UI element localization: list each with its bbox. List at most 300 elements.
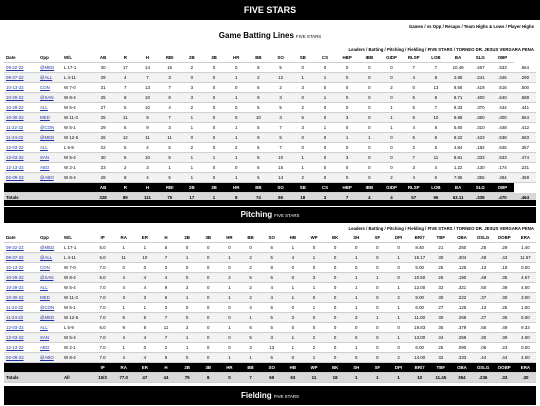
table-cell (4, 133, 38, 143)
table-cell: 0 (314, 103, 336, 113)
table-cell (38, 163, 62, 173)
column-header[interactable]: BB (247, 53, 269, 63)
footer-column-header: HB (282, 363, 303, 373)
game-date-link[interactable]: 11-22-22 (6, 125, 24, 130)
column-header[interactable]: Opp (38, 233, 62, 243)
table-cell: .412 (514, 123, 536, 133)
footer-column-header: DPI (388, 363, 409, 373)
table-cell: 25 (92, 113, 114, 123)
nav-separator: / (383, 47, 387, 52)
totals-cell: 1 (346, 373, 367, 383)
totals-cell: 1 (367, 373, 388, 383)
table-cell: 0.00 (515, 343, 536, 353)
pitching-subtitle: FIVE STARS (274, 213, 300, 218)
opponent-link[interactable]: ALL (40, 285, 48, 290)
table-cell: .564 (514, 63, 536, 73)
table-row (4, 133, 536, 143)
table-cell: 0 (282, 353, 303, 363)
table-cell: 0 (198, 303, 219, 313)
table-cell: 2 (114, 163, 136, 173)
top-nav-link[interactable]: Games (408, 24, 424, 29)
table-cell: 0 (336, 173, 358, 183)
opponent-link[interactable]: @SAN (40, 275, 54, 280)
table-cell: 3 (261, 333, 282, 343)
game-date-link[interactable]: 02-09-23 (6, 355, 24, 360)
table-cell: 1 (219, 323, 240, 333)
totals-cell: 0 (219, 373, 240, 383)
table-cell: 9.56 (447, 83, 469, 93)
game-date-link[interactable]: 09-22-22 (6, 65, 24, 70)
column-header[interactable]: BK (325, 233, 346, 243)
column-header[interactable]: H (155, 233, 176, 243)
column-header[interactable]: OBP (491, 53, 513, 63)
game-date-link[interactable]: 12-13-22 (6, 345, 24, 350)
pitching-subnav-link[interactable]: Fielding (407, 226, 424, 231)
table-cell (38, 113, 62, 123)
footer-column-header: BA (447, 183, 469, 193)
opponent-link[interactable]: @MED (40, 315, 55, 320)
table-cell: .538 (491, 133, 513, 143)
table-cell: 0 (198, 273, 219, 283)
totals-cell: 111 (136, 193, 158, 203)
column-header[interactable]: WP (303, 233, 324, 243)
table-cell: 10.49 (447, 63, 469, 73)
table-cell: 0 (219, 263, 240, 273)
table-cell: 5 (155, 243, 176, 253)
table-cell: 0 (314, 163, 336, 173)
opponent-link[interactable]: MED (40, 295, 50, 300)
game-date-link[interactable]: 10-30-22 (6, 295, 24, 300)
column-header[interactable]: HR (219, 233, 240, 243)
column-header[interactable]: HR (225, 53, 247, 63)
column-header[interactable]: IBB (358, 53, 380, 63)
game-date-link[interactable]: 11-24-22 (6, 135, 24, 140)
column-header[interactable]: Date (4, 233, 38, 243)
table-cell: 0 (346, 323, 367, 333)
footer-column-header (62, 183, 92, 193)
nav-separator: / (403, 47, 408, 52)
table-row (4, 293, 536, 303)
column-header[interactable]: SO (261, 233, 282, 243)
table-cell: 0 (346, 243, 367, 253)
column-header[interactable]: RBI (159, 53, 181, 63)
table-cell: .36 (494, 313, 515, 323)
footer-column-header: OOBP (494, 363, 515, 373)
table-cell: .241 (469, 73, 491, 83)
table-cell: 5.0 (92, 243, 113, 253)
batting-subnav-link[interactable]: Fielding (407, 47, 424, 52)
top-nav-link[interactable]: vs Opp (426, 24, 442, 29)
table-cell: 4 (134, 353, 155, 363)
table-cell: W 5-4 (62, 283, 92, 293)
batting-subnav-link[interactable]: TORNEO DR. JESUS VERGARA PENA (456, 47, 534, 52)
table-cell: .484 (491, 173, 513, 183)
column-header[interactable]: Date (4, 53, 38, 63)
table-cell: 9.33 (447, 103, 469, 113)
table-cell: 1 (177, 333, 198, 343)
table-cell: 3 (270, 113, 292, 123)
column-header[interactable]: SO (270, 53, 292, 63)
opponent-link[interactable]: ALL (40, 325, 48, 330)
column-header[interactable]: Opp (38, 53, 62, 63)
table-cell: W 5-1 (62, 303, 92, 313)
table-row (4, 173, 536, 183)
table-cell: 5.00 (409, 263, 430, 273)
table-cell: 0 (177, 313, 198, 323)
table-cell: 2 (240, 283, 261, 293)
table-cell: 5.00 (515, 313, 536, 323)
column-header[interactable]: CS (314, 53, 336, 63)
opponent-link[interactable]: @CON (40, 305, 55, 310)
table-cell: 5 (247, 123, 269, 133)
column-header[interactable]: OBA (451, 233, 472, 243)
table-cell: 11 (159, 133, 181, 143)
column-header[interactable]: R (114, 53, 136, 63)
table-cell: 6 (261, 353, 282, 363)
table-cell: 7.0 (92, 343, 113, 353)
table-cell: .533 (491, 63, 513, 73)
table-cell: 6 (155, 293, 176, 303)
table-cell: 0 (336, 73, 358, 83)
column-header[interactable]: 2B (181, 53, 203, 63)
game-date-link[interactable]: 09-27-22 (6, 255, 24, 260)
table-cell: 7 (425, 63, 447, 73)
opponent-link[interactable]: @ALL (40, 255, 53, 260)
table-cell: 15.17 (409, 253, 430, 263)
opponent-link[interactable]: @ABO (40, 175, 54, 180)
table-cell: .379 (451, 323, 472, 333)
table-cell: 1 (367, 273, 388, 283)
totals-cell: 328 (92, 193, 114, 203)
column-header[interactable]: AB (92, 53, 114, 63)
table-row (4, 313, 536, 323)
game-date-link[interactable]: 12-03-22 (6, 335, 24, 340)
opponent-link[interactable]: ALL (40, 105, 48, 110)
opponent-link[interactable]: @CON (40, 125, 55, 130)
table-cell: 1 (219, 253, 240, 263)
table-cell: 0 (203, 73, 225, 83)
column-header[interactable]: W/L (62, 53, 92, 63)
table-cell: 0 (219, 333, 240, 343)
table-cell: 0 (325, 343, 346, 353)
table-cell: .08 (473, 343, 494, 353)
footer-column-header: BB (247, 183, 269, 193)
table-cell: 6 (247, 163, 269, 173)
table-row (4, 333, 536, 343)
pitching-subnav-link[interactable]: TORNEO DR. JESUS VERGARA PENA (456, 226, 534, 231)
table-cell: 2 (388, 293, 409, 303)
table-cell: .55 (473, 323, 494, 333)
footer-column-header (38, 183, 62, 193)
table-cell: .588 (514, 93, 536, 103)
table-cell (38, 303, 62, 313)
table-cell: .441 (514, 103, 536, 113)
table-cell: 0 (336, 103, 358, 113)
table-cell: 13 (425, 83, 447, 93)
footer-column-header: H (155, 363, 176, 373)
column-header[interactable]: HB (282, 233, 303, 243)
footer-column-header: HBP (336, 183, 358, 193)
table-cell: 7.85 (447, 173, 469, 183)
table-cell: 6 (403, 113, 425, 123)
game-date-link[interactable]: 10-29-22 (6, 105, 24, 110)
batting-subnav-link[interactable]: Pitching (386, 47, 404, 52)
game-date-link[interactable]: 09-22-22 (6, 245, 24, 250)
table-cell: 3 (270, 93, 292, 103)
nav-separator: / (403, 226, 408, 231)
table-cell: 3 (346, 313, 367, 323)
table-cell: 5 (240, 273, 261, 283)
table-cell: 5 (261, 313, 282, 323)
footer-column-header: IP (92, 363, 113, 373)
table-cell: 26 (430, 343, 451, 353)
table-cell: 1 (225, 133, 247, 143)
top-nav-link[interactable]: Team Highs & Lows (463, 24, 505, 29)
top-nav-link[interactable]: Player Highs (507, 24, 534, 29)
pitching-subnav-link[interactable]: Pitching (386, 226, 404, 231)
table-cell: 34 (430, 333, 451, 343)
column-header[interactable]: LOB (425, 53, 447, 63)
column-header[interactable]: GIDP (380, 53, 402, 63)
table-cell: 0 (203, 173, 225, 183)
column-header[interactable]: HBP (336, 53, 358, 63)
table-cell: 3 (240, 343, 261, 353)
table-cell: 0 (219, 303, 240, 313)
table-cell: 1 (134, 303, 155, 313)
table-cell: 3 (282, 313, 303, 323)
table-cell: 7 (159, 113, 181, 123)
column-header[interactable]: W/L (62, 233, 92, 243)
game-date-link[interactable]: 10-13-22 (6, 85, 24, 90)
table-cell: W 2-1 (62, 163, 92, 173)
footer-column-header: SB (292, 183, 314, 193)
table-row (4, 353, 536, 363)
column-header[interactable]: 3B (198, 233, 219, 243)
table-cell: 5 (270, 63, 292, 73)
column-header[interactable]: BR/7 (409, 233, 430, 243)
table-cell: 1 (159, 163, 181, 173)
totals-cell: .33 (494, 373, 515, 383)
game-date-link[interactable]: 12-03-22 (6, 145, 24, 150)
column-header[interactable]: 2B (177, 233, 198, 243)
column-header[interactable]: H (136, 53, 158, 63)
table-cell: 3 (155, 263, 176, 273)
table-cell: 1 (303, 253, 324, 263)
footer-column-header: RLSP (403, 183, 425, 193)
table-cell: 1.00 (515, 303, 536, 313)
game-date-link[interactable]: 12-03-22 (6, 325, 24, 330)
nav-separator: / (452, 47, 457, 52)
column-header[interactable]: OOBP (494, 233, 515, 243)
nav-separator: / (504, 24, 508, 29)
table-cell: 1 (380, 113, 402, 123)
table-cell: 0.00 (515, 263, 536, 273)
table-cell: 2 (270, 83, 292, 93)
opponent-link[interactable]: @ABO (40, 355, 54, 360)
table-cell: 13.00 (409, 333, 430, 343)
table-cell: 1 (181, 153, 203, 163)
table-cell: 2 (177, 283, 198, 293)
table-cell: W 8-4 (62, 353, 92, 363)
column-header[interactable]: RLSP (403, 53, 425, 63)
table-cell: 11.67 (515, 253, 536, 263)
table-cell: 0 (203, 93, 225, 103)
column-header[interactable]: SB (292, 53, 314, 63)
table-cell: 3 (336, 113, 358, 123)
opponent-link[interactable]: @ALL (40, 75, 53, 80)
opponent-link[interactable]: CON (40, 265, 50, 270)
table-cell: 9.22 (447, 133, 469, 143)
table-cell: 0 (203, 163, 225, 173)
game-date-link[interactable]: 10-29-22 (6, 275, 24, 280)
table-cell: 0 (346, 353, 367, 363)
column-header[interactable]: BA (447, 53, 469, 63)
table-cell: 19.83 (409, 323, 430, 333)
table-cell: 7 (136, 73, 158, 83)
table-cell: 1 (346, 303, 367, 313)
table-cell: .564 (514, 113, 536, 123)
footer-column-header: ERA (515, 363, 536, 373)
batting-subnav-link[interactable]: Leaders (348, 47, 365, 52)
footer-column-header: OBA (451, 363, 472, 373)
table-cell: .290 (514, 73, 536, 83)
table-cell: 0 (225, 63, 247, 73)
table-cell: 4 (240, 303, 261, 313)
opponent-link[interactable]: MED (40, 115, 50, 120)
table-cell: 1 (388, 253, 409, 263)
table-cell: 0 (203, 103, 225, 113)
column-header[interactable]: SLG (469, 53, 491, 63)
table-cell: 1.22 (447, 163, 469, 173)
table-cell: 14 (136, 63, 158, 73)
footer-column-header: IBB (358, 183, 380, 193)
table-cell: 5 (261, 323, 282, 333)
table-cell: 1 (181, 163, 203, 173)
totals-cell: 65 (261, 373, 282, 383)
opponent-link[interactable]: ABO (40, 345, 50, 350)
opponent-link[interactable]: @MED (40, 65, 55, 70)
column-header[interactable]: 3B (203, 53, 225, 63)
totals-cell: 63.11 (447, 193, 469, 203)
table-cell: 0 (367, 303, 388, 313)
column-header[interactable]: TBF (430, 233, 451, 243)
table-cell: 8 (114, 93, 136, 103)
column-header[interactable]: ER (134, 233, 155, 243)
table-cell: 0 (282, 263, 303, 273)
batting-subnav-link[interactable]: Batting (368, 47, 384, 52)
pitching-subnav-link[interactable]: Leaders (348, 226, 365, 231)
game-date-link[interactable]: 11-24-22 (6, 315, 24, 320)
opponent-link[interactable]: SAN (40, 155, 50, 160)
game-date-link[interactable]: 02-09-23 (6, 175, 24, 180)
game-date-link[interactable]: 10-30-22 (6, 115, 24, 120)
opponent-link[interactable]: @MED (40, 245, 55, 250)
table-cell: 1 (240, 313, 261, 323)
table-cell (4, 73, 38, 83)
totals-cell: 1 (388, 373, 409, 383)
footer-column-header: CS (314, 183, 336, 193)
table-cell: 4 (113, 353, 134, 363)
table-cell: 3 (403, 163, 425, 173)
game-date-link[interactable]: 09-27-22 (6, 75, 24, 80)
totals-cell: 10 (409, 373, 430, 383)
game-date-link[interactable]: 11-22-22 (6, 305, 24, 310)
opponent-link[interactable]: ALL (40, 145, 48, 150)
column-header[interactable]: OSLG (473, 233, 494, 243)
table-cell: 3 (113, 293, 134, 303)
totals-cell: 3 (314, 193, 336, 203)
table-cell: 0 (225, 103, 247, 113)
table-cell (4, 173, 38, 183)
table-cell: 10 (247, 113, 269, 123)
column-header[interactable]: IP (92, 233, 113, 243)
table-cell: 0 (177, 273, 198, 283)
nav-separator: / (423, 226, 428, 231)
game-date-link[interactable]: 10-13-22 (6, 265, 24, 270)
table-cell: 0 (282, 303, 303, 313)
opponent-link[interactable]: ABO (40, 165, 50, 170)
column-header[interactable]: RA (113, 233, 134, 243)
table-cell: 1 (303, 353, 324, 363)
table-cell: 1 (282, 343, 303, 353)
table-cell: 1 (388, 303, 409, 313)
game-date-link[interactable]: 12-03-22 (6, 155, 24, 160)
column-header[interactable]: BB (240, 233, 261, 243)
game-date-link[interactable]: 10-29-22 (6, 285, 24, 290)
table-cell: 5 (159, 153, 181, 163)
table-cell: .30 (473, 333, 494, 343)
table-cell: 2 (181, 63, 203, 73)
totals-cell: 63 (282, 373, 303, 383)
footer-column-header: SH (346, 363, 367, 373)
game-date-link[interactable]: 10-29-22 (6, 95, 24, 100)
opponent-link[interactable]: @MED (40, 135, 55, 140)
table-cell (4, 93, 38, 103)
column-header[interactable]: SF (367, 233, 388, 243)
opponent-link[interactable]: CON (40, 85, 50, 90)
column-header[interactable]: SH (346, 233, 367, 243)
table-cell: 0 (403, 83, 425, 93)
batting-subnav-link[interactable]: FIVE STARS (427, 47, 453, 52)
column-header[interactable]: DPI (388, 233, 409, 243)
table-cell: .222 (451, 293, 472, 303)
game-date-link[interactable]: 12-13-22 (6, 165, 24, 170)
table-cell: 1 (219, 283, 240, 293)
table-cell: 4 (136, 173, 158, 183)
pitching-subnav-link[interactable]: Batting (368, 226, 384, 231)
table-cell: 1 (134, 243, 155, 253)
table-cell: 4.84 (447, 143, 469, 153)
table-cell: 23 (92, 163, 114, 173)
table-cell: 0 (225, 83, 247, 93)
column-header[interactable]: ERA (515, 233, 536, 243)
opponent-link[interactable]: SAN (40, 335, 50, 340)
table-cell: 2 (225, 143, 247, 153)
table-cell: 0 (367, 323, 388, 333)
top-nav-link[interactable]: Recaps (444, 24, 461, 29)
table-cell: 10 (136, 93, 158, 103)
opponent-link[interactable]: @SAN (40, 95, 54, 100)
table-cell: 1 (346, 343, 367, 353)
table-cell: 0 (177, 263, 198, 273)
pitching-subnav-link[interactable]: FIVE STARS (427, 226, 453, 231)
table-cell (38, 273, 62, 283)
table-cell: 0 (219, 243, 240, 253)
footer-header-row (4, 183, 536, 193)
table-cell: 0 (336, 83, 358, 93)
table-cell: 7 (403, 153, 425, 163)
table-cell: 0 (198, 343, 219, 353)
